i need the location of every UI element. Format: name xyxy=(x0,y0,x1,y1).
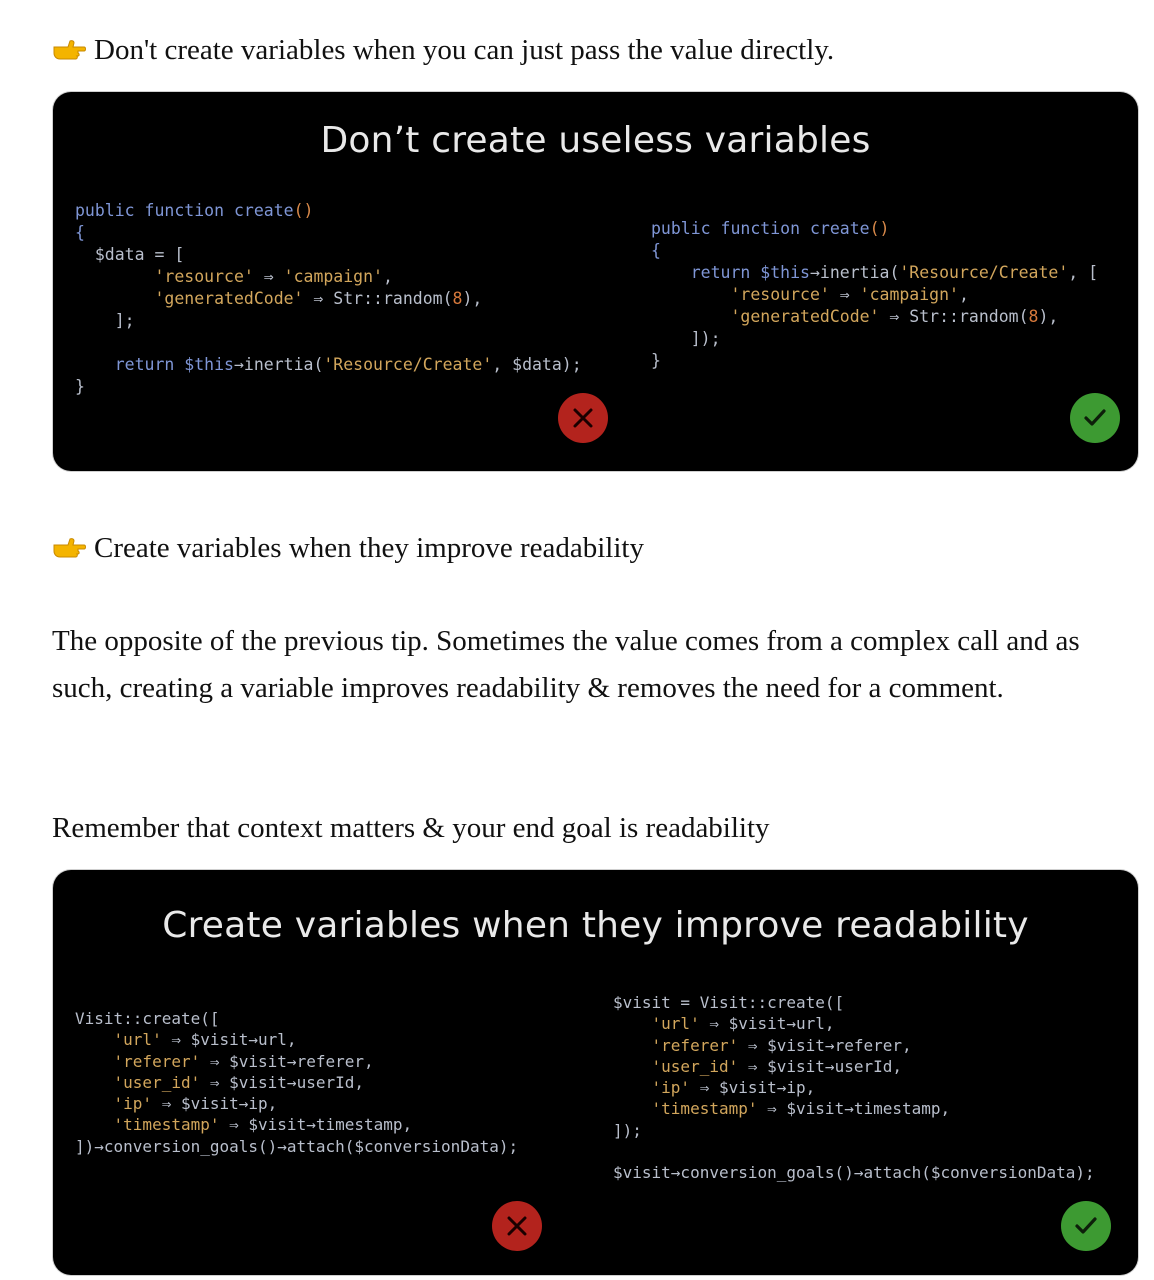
bad-code-block: public function create() { $data = [ 'resource' ⇒ 'campaign', 'generatedCode' ⇒ Str::random(8), ]; return $this→inertia('Resource/Create', $data); } xyxy=(75,201,582,396)
tip-heading-1 xyxy=(52,32,834,68)
card-title: Don’t create useless variables xyxy=(320,120,871,161)
bad-code-block: Visit::create([ 'url' ⇒ $visit→url, 'referer' ⇒ $visit→referer, 'user_id' ⇒ $visit→userId, 'ip' ⇒ $visit→ip, 'timestamp' ⇒ $visit→timestamp, ])→conversion_goals()→attach($conversionData); xyxy=(75,1009,519,1156)
pointing-hand-icon xyxy=(52,537,86,559)
tip-text: Create variables when they improve readability xyxy=(94,532,644,564)
body-paragraph-1: The opposite of the previous tip. Sometimes the value comes from a complex call and as such, creating a variable improves readability & removes the need for a comment. xyxy=(52,625,1080,704)
good-code-block: $visit = Visit::create([ 'url' ⇒ $visit→url, 'referer' ⇒ $visit→referer, 'user_id' ⇒ $visit→userId, 'ip' ⇒ $visit→ip, 'timestamp' ⇒ $visit→timestamp, ]); $visit→conversion_goals()→attach($conversionData); xyxy=(613,993,1095,1183)
cross-icon xyxy=(492,1201,542,1251)
cross-icon xyxy=(558,393,608,443)
tip-heading-2 xyxy=(52,530,644,566)
check-icon xyxy=(1070,393,1120,443)
check-icon xyxy=(1061,1201,1111,1251)
code-comparison-card-2 xyxy=(53,870,1138,1275)
tip-text: Don't create variables when you can just pass the value directly. xyxy=(94,34,835,66)
code-comparison-card-1 xyxy=(53,92,1138,471)
card-title: Create variables when they improve readability xyxy=(162,905,1029,946)
good-code-block: public function create() { return $this→inertia('Resource/Create', [ 'resource' ⇒ 'campaign', 'generatedCode' ⇒ Str::random(8), ]); } xyxy=(651,219,1099,370)
body-paragraph-2: Remember that context matters & your end goal is readability xyxy=(52,812,770,844)
pointing-hand-icon xyxy=(52,39,86,61)
